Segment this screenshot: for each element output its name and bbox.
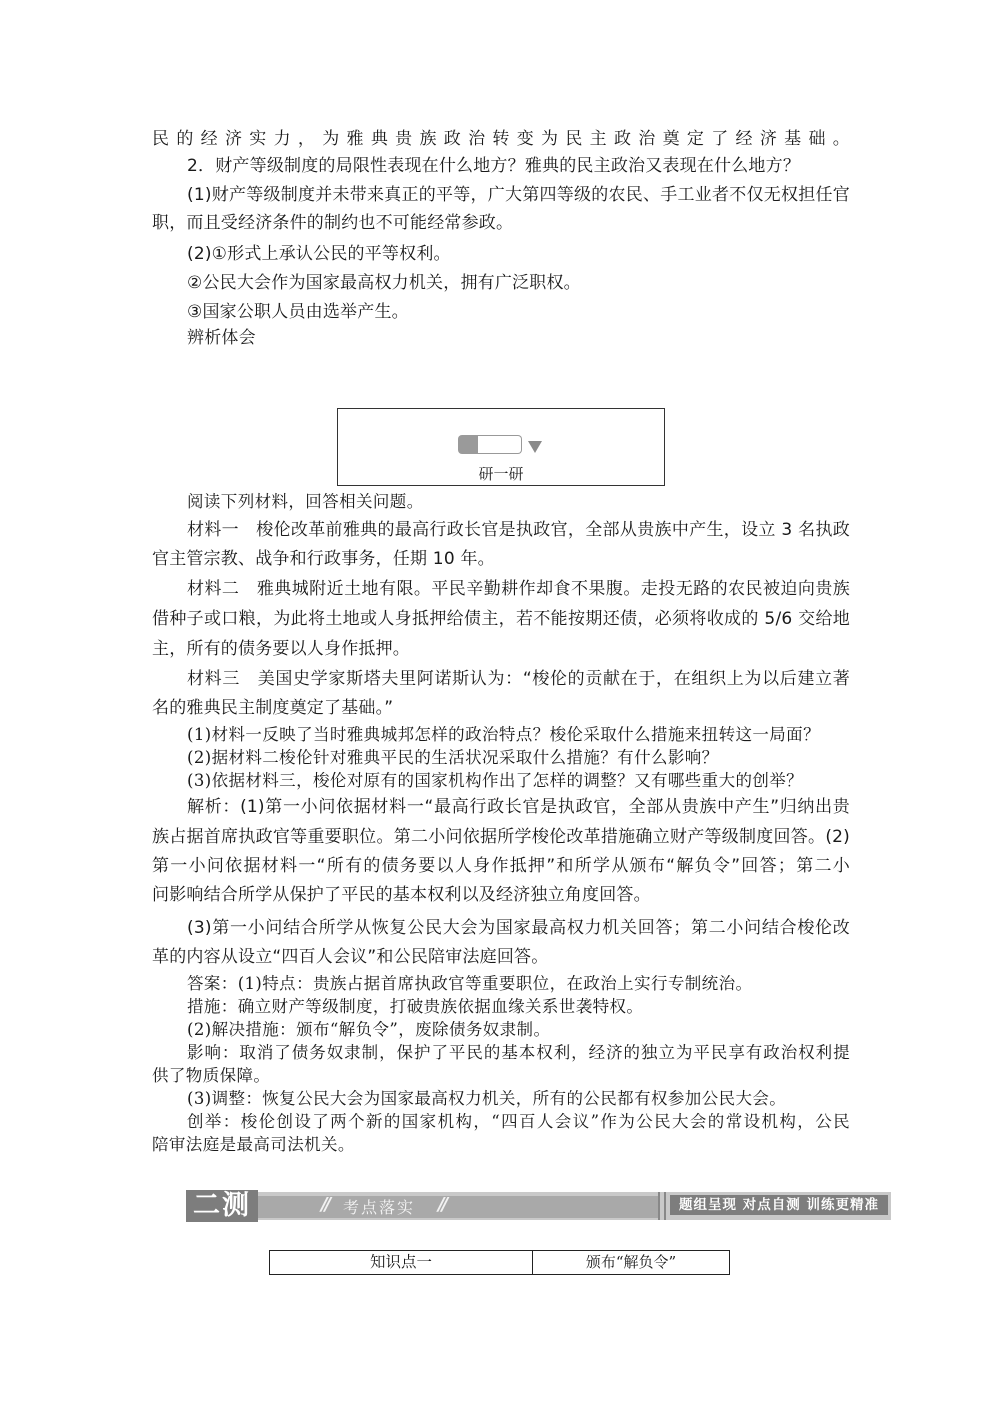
analysis-line: 族占据首席执政官等重要职位。第二小问依据所学梭伦改革措施确立财产等级制度回答。(2): [152, 827, 850, 847]
analysis-line: (3)第一小问结合所学从恢复公民大会为国家最高权力机关回答；第二小问结合梭伦改: [187, 918, 850, 938]
question-1: (1)材料一反映了当时雅典城邦怎样的政治特点？梭伦采取什么措施来扭转这一局面？: [187, 725, 820, 744]
answer-line: ③国家公职人员由选举产生。: [187, 302, 409, 322]
material-3-cont: 名的雅典民主制度奠定了基础。”: [152, 698, 394, 718]
answer-line: ②公民大会作为国家最高权力机关，拥有广泛职权。: [187, 273, 581, 293]
analysis-line: 问影响结合所学从保护了平民的基本权利以及经济独立角度回答。: [152, 885, 651, 905]
banner-title: 二测: [186, 1190, 258, 1222]
material-2: 材料二 雅典城附近土地有限。平民辛勤耕作却食不果腹。走投无路的农民被迫向贵族: [187, 579, 850, 599]
answer-line: 措施：确立财产等级制度，打破贵族依据血缘关系世袭特权。: [187, 997, 644, 1016]
banner-tagline: 题组呈现 对点自测 训练更精准: [670, 1195, 888, 1215]
answer-line: (1)财产等级制度并未带来真正的平等，广大第四等级的农民、手工业者不仅无权担任官: [187, 185, 850, 205]
answer-line: 答案：(1)特点：贵族占据首席执政官等重要职位，在政治上实行专制统治。: [187, 974, 753, 993]
analysis-line: 第一小问依据材料一“所有的债务要以人身作抵押”和所学从颁布“解负令”回答；第二小: [152, 856, 850, 876]
analysis-line: 革的内容从设立“四百人会议”和公民陪审法庭回答。: [152, 947, 549, 967]
yan-yi-yan-label: 研一研: [478, 465, 524, 483]
answer-line: (2)解决措施：颁布“解负令”，废除债务奴隶制。: [187, 1020, 551, 1039]
section-label: 辨析体会: [187, 328, 256, 348]
answer-line: 陪审法庭是最高司法机关。: [152, 1135, 355, 1154]
reading-prompt: 阅读下列材料，回答相关问题。: [187, 492, 424, 511]
analysis-line: 解析：(1)第一小问依据材料一“最高行政长官是执政官，全部从贵族中产生”归纳出贵: [187, 797, 850, 817]
slash-decoration-icon: //: [438, 1194, 446, 1215]
answer-line: (2)①形式上承认公民的平等权利。: [187, 244, 451, 264]
section-banner: [186, 1192, 891, 1220]
material-2-cont: 借种子或口粮，为此将土地或人身抵押给债主，若不能按期还债，必须将收成的 5/6 交给地: [152, 609, 850, 629]
question-2: (2)据材料二梭伦针对雅典平民的生活状况采取什么措施？有什么影响？: [187, 748, 719, 767]
answer-line: 影响：取消了债务奴隶制，保护了平民的基本权利，经济的独立为平民享有政治权利提: [187, 1043, 850, 1062]
material-3: 材料三 美国史学家斯塔夫里阿诺斯认为：“梭伦的贡献在于，在组织上为以后建立著: [187, 669, 850, 689]
triangle-down-icon: [528, 441, 542, 453]
slash-decoration-icon: //: [321, 1194, 329, 1215]
banner-mid-band: [258, 1196, 658, 1218]
yan-yi-yan-box: [337, 408, 665, 486]
material-1-cont: 官主管宗教、战争和行政事务，任期 10 年。: [152, 549, 495, 569]
knowledge-point-label: 知识点一: [270, 1251, 533, 1274]
text-line: 民的经济实力，为雅典贵族政治转变为民主政治奠定了经济基础。: [152, 129, 850, 149]
question-3: (3)依据材料三，梭伦对原有的国家机构作出了怎样的调整？又有哪些重大的创举？: [187, 771, 804, 790]
knowledge-point-value: 颁布“解负令”: [585, 1253, 677, 1271]
divider-bars: [658, 1192, 666, 1220]
material-2-cont: 主，所有的债务要以人身作抵押。: [152, 639, 410, 659]
material-1: 材料一 梭伦改革前雅典的最高行政长官是执政官，全部从贵族中产生，设立 3 名执政: [187, 520, 850, 540]
question-2: 2．财产等级制度的局限性表现在什么地方？雅典的民主政治又表现在什么地方？: [187, 156, 801, 176]
progress-tab-icon: [458, 435, 522, 454]
answer-line: 创举：梭伦创设了两个新的国家机构，“四百人会议”作为公民大会的常设机构，公民: [187, 1112, 850, 1131]
answer-line: 职，而且受经济条件的制约也不可能经常参政。: [152, 213, 514, 233]
answer-line: 供了物质保障。: [152, 1066, 271, 1085]
knowledge-point-table: [269, 1250, 730, 1275]
answer-line: (3)调整：恢复公民大会为国家最高权力机关，所有的公民都有权参加公民大会。: [187, 1089, 787, 1108]
banner-subtitle: 考点落实: [343, 1198, 416, 1217]
